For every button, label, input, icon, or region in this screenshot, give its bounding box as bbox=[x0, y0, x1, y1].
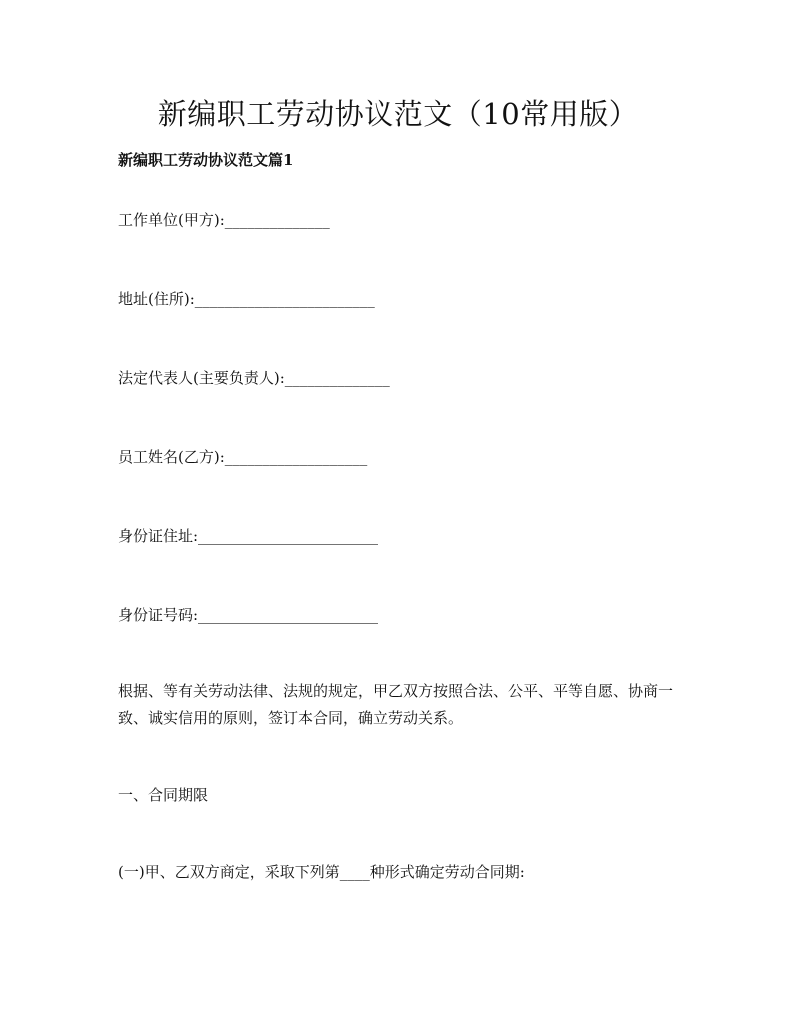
field-address: 地址(住所):________________________ bbox=[118, 290, 375, 308]
field-legal-representative: 法定代表人(主要负责人):______________ bbox=[118, 369, 390, 387]
section-title: 新编职工劳动协议范文篇1 bbox=[118, 151, 294, 169]
field-employer: 工作单位(甲方):______________ bbox=[118, 211, 330, 229]
field-id-address: 身份证住址:________________________ bbox=[118, 527, 379, 545]
field-id-number: 身份证号码:________________________ bbox=[118, 606, 379, 624]
heading-contract-term: 一、合同期限 bbox=[118, 786, 209, 804]
document-title: 新编职工劳动协议范文（10常用版） bbox=[157, 97, 639, 131]
field-employee-name: 员工姓名(乙方):___________________ bbox=[118, 448, 368, 466]
intro-paragraph: 根据、等有关劳动法律、法规的规定，甲乙双方按照合法、公平、平等自愿、协商一致、诚实信用的原则，签订本合同，确立劳动关系。 bbox=[118, 682, 674, 727]
clause-contract-term-form: (一)甲、乙双方商定，采取下列第____种形式确定劳动合同期: bbox=[118, 863, 525, 881]
